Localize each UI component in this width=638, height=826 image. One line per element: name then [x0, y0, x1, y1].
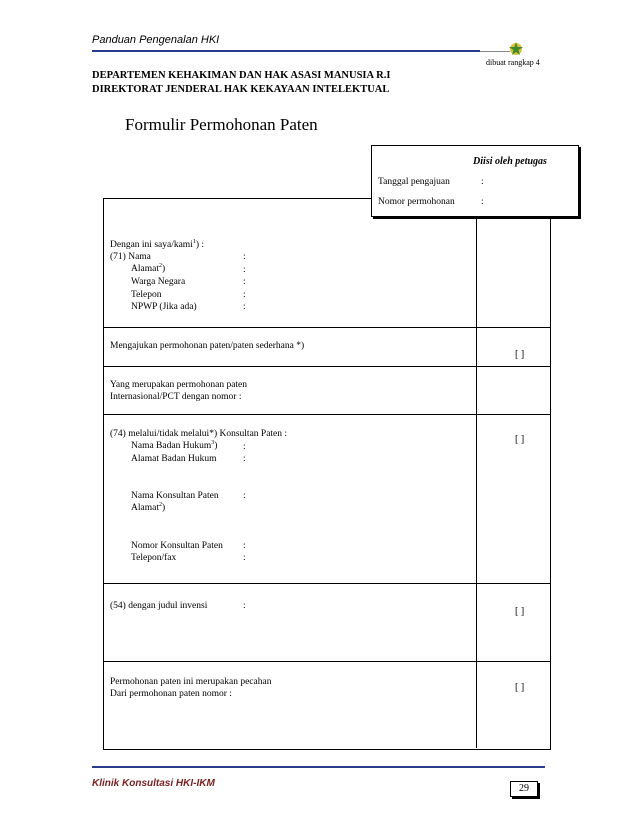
applicant-name-label: (71) Nama [110, 252, 151, 262]
footer-clinic-name: Klinik Konsultasi HKI-IKM [92, 778, 215, 789]
legal-entity-address-field[interactable]: : [243, 454, 246, 464]
request-text: Mengajukan permohonan paten/paten sederhana *) [110, 341, 305, 351]
invention-title-field[interactable]: : [243, 601, 246, 611]
invention-title-label: (54) dengan judul invensi [110, 601, 208, 611]
consultant-name-label: Nama Konsultan Paten [131, 491, 219, 501]
row-divider [103, 414, 550, 415]
international-line-1: Yang merupakan permohonan paten [110, 380, 248, 390]
officer-box-title: Diisi oleh petugas [473, 156, 547, 167]
consultant-checkbox[interactable]: [ ] [515, 434, 525, 445]
divisional-checkbox[interactable]: [ ] [515, 682, 525, 693]
divisional-line-2[interactable]: Dari permohonan paten nomor : [110, 689, 232, 699]
invention-checkbox[interactable]: [ ] [515, 606, 525, 617]
applicant-address-field[interactable]: : [243, 265, 246, 275]
applicant-npwp-label: NPWP (Jika ada) [131, 302, 197, 312]
row-divider [103, 661, 550, 662]
applicant-address-label: Alamat$^2$) [131, 262, 166, 274]
applicant-nationality-label: Warga Negara [131, 277, 186, 287]
application-number-field[interactable]: : [481, 197, 484, 207]
row-divider [103, 366, 550, 367]
row-divider [103, 583, 550, 584]
applicant-nationality-field[interactable]: : [243, 277, 246, 287]
filing-date-field[interactable]: : [481, 177, 484, 187]
consultant-name-field[interactable]: : [243, 491, 246, 501]
consultant-intro: (74) melalui/tidak melalui*) Konsultan Paten : [110, 429, 288, 439]
applicant-phone-label: Telepon [131, 290, 162, 300]
legal-entity-name-field[interactable]: : [243, 442, 246, 452]
legal-entity-address-label: Alamat Badan Hukum [131, 454, 217, 464]
consultant-address-label: Alamat$^2$) [131, 501, 166, 513]
footer-rule [92, 766, 545, 768]
guide-title: Panduan Pengenalan HKI [92, 34, 220, 46]
request-checkbox[interactable]: [ ] [515, 349, 525, 360]
row-divider [103, 327, 550, 328]
consultant-number-field[interactable]: : [243, 541, 246, 551]
header-rule [92, 50, 480, 52]
department-line-2: DIREKTORAT JENDERAL HAK KEKAYAAN INTELEKTUAL [92, 84, 390, 95]
officer-box [371, 145, 579, 217]
legal-entity-name-label: Nama Badan Hukum$^3$) [131, 439, 218, 451]
copies-note: dibuat rangkap 4 [486, 58, 540, 67]
department-header [92, 69, 390, 97]
applicant-npwp-field[interactable]: : [243, 302, 246, 312]
applicant-intro: Dengan ini saya/kami$^1$) : [110, 238, 205, 250]
header-rule-thin [480, 51, 510, 52]
consultant-number-label: Nomor Konsultan Paten [131, 541, 223, 551]
department-line-1: DEPARTEMEN KEHAKIMAN DAN HAK ASASI MANUSIA R.I [92, 70, 391, 81]
filing-date-label: Tanggal pengajuan [378, 177, 450, 187]
applicant-phone-field[interactable]: : [243, 290, 246, 300]
hki-logo-icon [507, 40, 525, 58]
consultant-phone-field[interactable]: : [243, 553, 246, 563]
form-title: Formulir Permohonan Paten [125, 115, 318, 134]
applicant-name-field[interactable]: : [243, 252, 246, 262]
application-number-label: Nomor permohonan [378, 197, 455, 207]
divisional-line-1: Permohonan paten ini merupakan pecahan [110, 677, 272, 687]
consultant-phone-label: Telepon/fax [131, 553, 177, 563]
international-line-2: Internasional/PCT dengan nomor : [110, 392, 242, 402]
form-column-divider [476, 198, 477, 748]
page-number: 29 [510, 781, 538, 797]
